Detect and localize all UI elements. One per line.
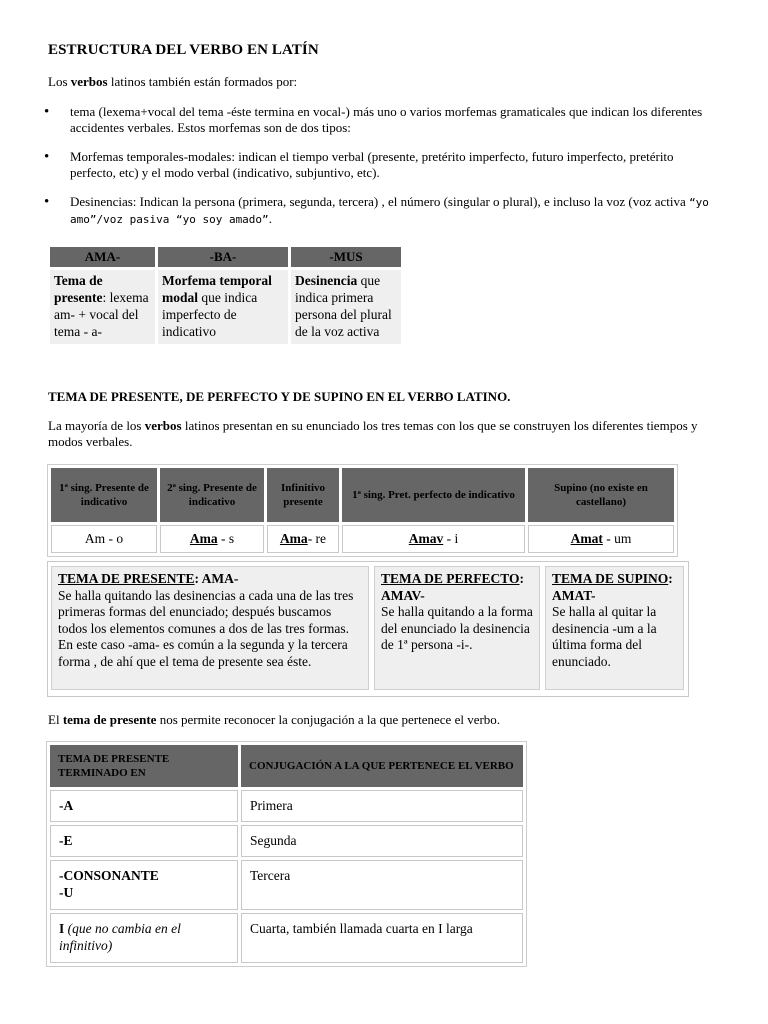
principal-part-cell: Am - o bbox=[51, 525, 157, 553]
morpheme-cell: Morfema temporal modal que indica imperfecto de indicativo bbox=[158, 270, 288, 344]
conjugation-name: Tercera bbox=[241, 860, 523, 910]
stem-box-supino: TEMA DE SUPINO: AMAT- Se halla al quitar la desinencia -um a la última forma del enunciado. bbox=[545, 566, 684, 690]
intro-paragraph bbox=[48, 74, 297, 90]
principal-part-cell: Amav - i bbox=[342, 525, 525, 553]
stems-boxes bbox=[47, 561, 689, 697]
principal-parts-header: 1ª sing. Presente de indicativo bbox=[51, 468, 157, 522]
morpheme-header: -BA- bbox=[158, 247, 288, 267]
stem-box-perfecto: TEMA DE PERFECTO: AMAV- Se halla quitando a la forma del enunciado la desinencia de 1ª persona -i-. bbox=[374, 566, 540, 690]
conjugation-ending: -A bbox=[50, 790, 238, 822]
principal-part-cell: Ama - s bbox=[160, 525, 264, 553]
morpheme-header: AMA- bbox=[50, 247, 155, 267]
principal-parts-header: 2ª sing. Presente de indicativo bbox=[160, 468, 264, 522]
section2-paragraph: La mayoría de los verbos latinos presentan en su enunciado los tres temas con los que se construyen los diferentes tiempos y modos verbales. bbox=[48, 418, 698, 449]
principal-parts-header: Supino (no existe en castellano) bbox=[528, 468, 674, 522]
morpheme-cell: Desinencia que indica primera persona del plural de la voz activa bbox=[291, 270, 401, 344]
page-title: ESTRUCTURA DEL VERBO EN LATÍN bbox=[48, 42, 319, 58]
conjugation-ending: -E bbox=[50, 825, 238, 857]
conjugation-header: CONJUGACIÓN A LA QUE PERTENECE EL VERBO bbox=[241, 745, 523, 787]
principal-part-cell: Ama- re bbox=[267, 525, 339, 553]
conjugation-header: TEMA DE PRESENTE TERMINADO EN bbox=[50, 745, 238, 787]
intro-pre: Los bbox=[48, 74, 71, 89]
morpheme-header: -MUS bbox=[291, 247, 401, 267]
section2-title: TEMA DE PRESENTE, DE PERFECTO Y DE SUPINO EN EL VERBO LATINO. bbox=[48, 389, 511, 404]
section3-paragraph: El tema de presente nos permite reconocer la conjugación a la que pertenece el verbo. bbox=[48, 712, 501, 727]
intro-bold: verbos bbox=[70, 74, 108, 89]
principal-part-cell: Amat - um bbox=[528, 525, 674, 553]
conjugation-ending: -CONSONANTE -U bbox=[50, 860, 238, 910]
principal-parts-table bbox=[47, 464, 678, 557]
conjugation-name: Cuarta, también llamada cuarta en I larga bbox=[241, 913, 523, 963]
stem-box-presente: TEMA DE PRESENTE: AMA- Se halla quitando las desinencias a cada una de las tres primeras formas del enunciado; después buscamos todos los elementos comunes a dos de las tres formas. En este caso -ama- es común a la segunda y la tercera forma , de ahí que el tema de presente sea éste. bbox=[51, 566, 369, 690]
conjugation-name: Primera bbox=[241, 790, 523, 822]
principal-parts-header: 1ª sing. Pret. perfecto de indicativo bbox=[342, 468, 525, 522]
conjugation-ending: I (que no cambia en el infinitivo) bbox=[50, 913, 238, 963]
bullet-item-tema: • tema (lexema+vocal del tema -éste termina en vocal-) más uno o varios morfemas gramaticales que indican los diferentes accidentes verbales. Estos morfemas son de dos tipos: bbox=[42, 104, 722, 136]
morpheme-table bbox=[47, 244, 404, 347]
conjugation-name: Segunda bbox=[241, 825, 523, 857]
bullet-item-morfemas: • Morfemas temporales-modales: indican el tiempo verbal (presente, pretérito imperfecto, futuro imperfecto, pretérito perfecto, etc) y el modo verbal (indicativo, subjuntivo, etc). bbox=[42, 149, 722, 181]
morpheme-cell: Tema de presente: lexema am- + vocal del tema - a- bbox=[50, 270, 155, 344]
voice-example: “yo amo”/voz pasiva “yo soy amado” bbox=[70, 196, 709, 226]
conjugation-table bbox=[46, 741, 527, 967]
bullet-list bbox=[42, 104, 722, 241]
bullet-item-desinencias: • Desinencias: Indican la persona (primera, segunda, tercera) , el número (singular o plural), e incluso la voz (voz activa “yo amo”/voz pasiva “yo soy amado”. bbox=[42, 194, 722, 228]
intro-post: latinos también están formados por: bbox=[107, 74, 298, 89]
principal-parts-header: Infinitivo presente bbox=[267, 468, 339, 522]
